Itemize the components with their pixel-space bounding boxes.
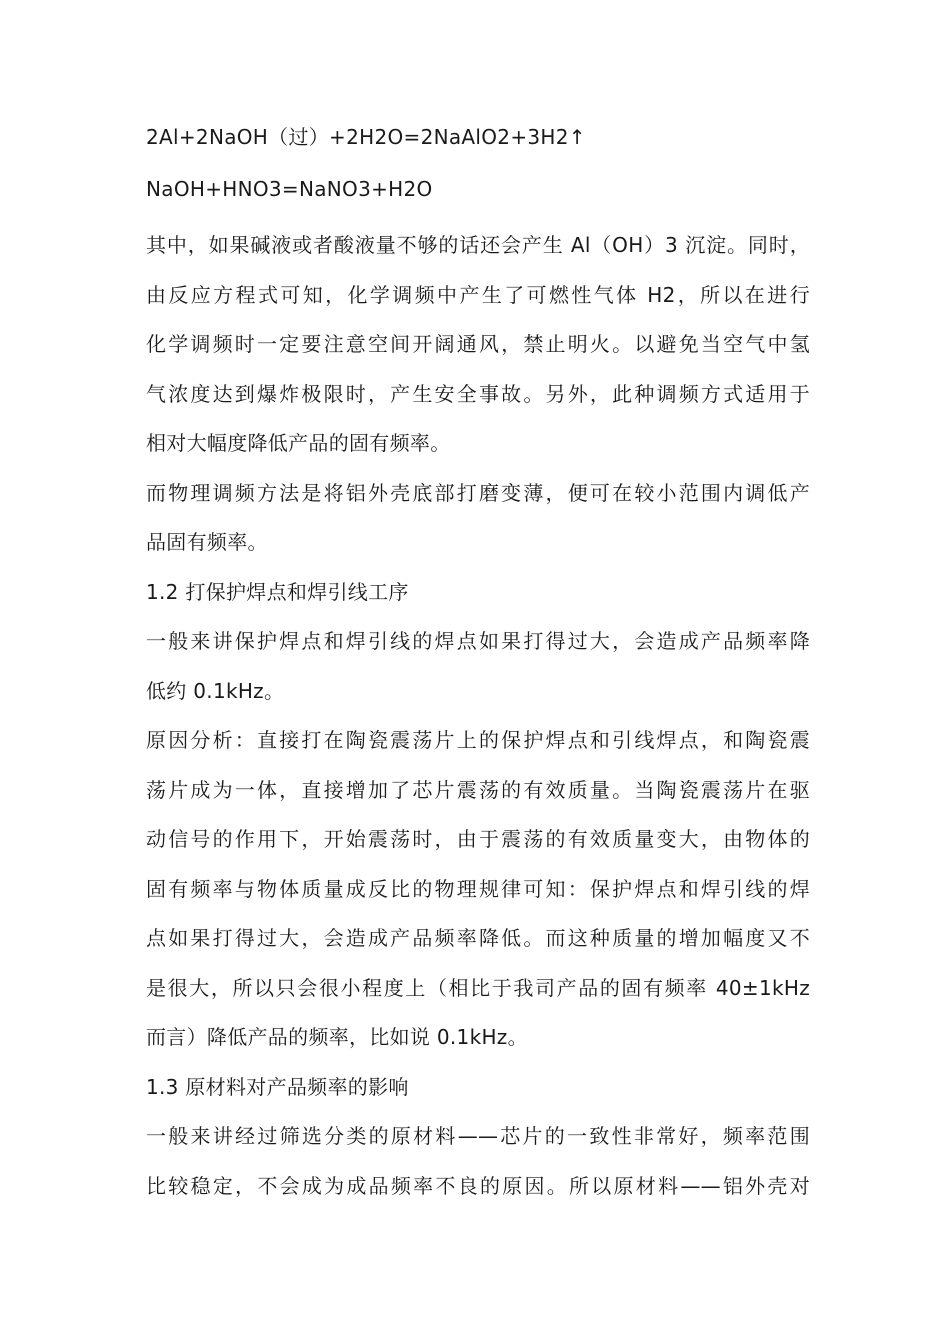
text-line: 是很大，所以只会很小程度上（相比于我司产品的固有频率 40±1kHz xyxy=(146,975,810,1000)
section-heading: 1.2 打保护焊点和焊引线工序 xyxy=(146,579,409,604)
text-line: 比较稳定，不会成为成品频率不良的原因。所以原材料——铝外壳对 xyxy=(146,1173,810,1198)
text-line: 点如果打得过大，会造成产品频率降低。而这种质量的增加幅度又不 xyxy=(146,926,810,950)
section-heading: 1.3 原材料对产品频率的影响 xyxy=(146,1074,409,1099)
text-line: 气浓度达到爆炸极限时，产生安全事故。另外，此种调频方式适用于 xyxy=(146,381,810,406)
text-line: 其中，如果碱液或者酸液量不够的话还会产生 Al（OH）3 沉淀。同时， xyxy=(146,233,810,257)
text-line: 品固有频率。 xyxy=(146,530,268,554)
chemical-equation: NaOH+HNO3=NaNO3+H2O xyxy=(146,177,433,201)
text-line: 相对大幅度降低产品的固有频率。 xyxy=(146,431,451,455)
text-line: 由反应方程式可知，化学调频中产生了可燃性气体 H2，所以在进行 xyxy=(146,282,810,307)
text-line: 荡片成为一体，直接增加了芯片震荡的有效质量。当陶瓷震荡片在驱 xyxy=(146,777,810,802)
text-line: 而物理调频方法是将铝外壳底部打磨变薄，便可在较小范围内调低产 xyxy=(146,480,810,505)
text-line: 而言）降低产品的频率，比如说 0.1kHz。 xyxy=(146,1025,528,1049)
chemical-equation: 2Al+2NaOH（过）+2H2O=2NaAlO2+3H2↑ xyxy=(146,125,586,149)
document-body xyxy=(146,117,810,1215)
text-line: 一般来讲保护焊点和焊引线的焊点如果打得过大，会造成产品频率降 xyxy=(146,629,810,653)
text-line: 低约 0.1kHz。 xyxy=(146,678,285,703)
text-line: 原因分析：直接打在陶瓷震荡片上的保护焊点和引线焊点，和陶瓷震 xyxy=(146,728,810,752)
text-line: 动信号的作用下，开始震荡时，由于震荡的有效质量变大，由物体的 xyxy=(146,827,810,851)
text-line: 一般来讲经过筛选分类的原材料——芯片的一致性非常好，频率范围 xyxy=(146,1124,810,1148)
text-line: 固有频率与物体质量成反比的物理规律可知：保护焊点和焊引线的焊 xyxy=(146,876,810,901)
text-line: 化学调频时一定要注意空间开阔通风，禁止明火。以避免当空气中氢 xyxy=(146,332,810,356)
